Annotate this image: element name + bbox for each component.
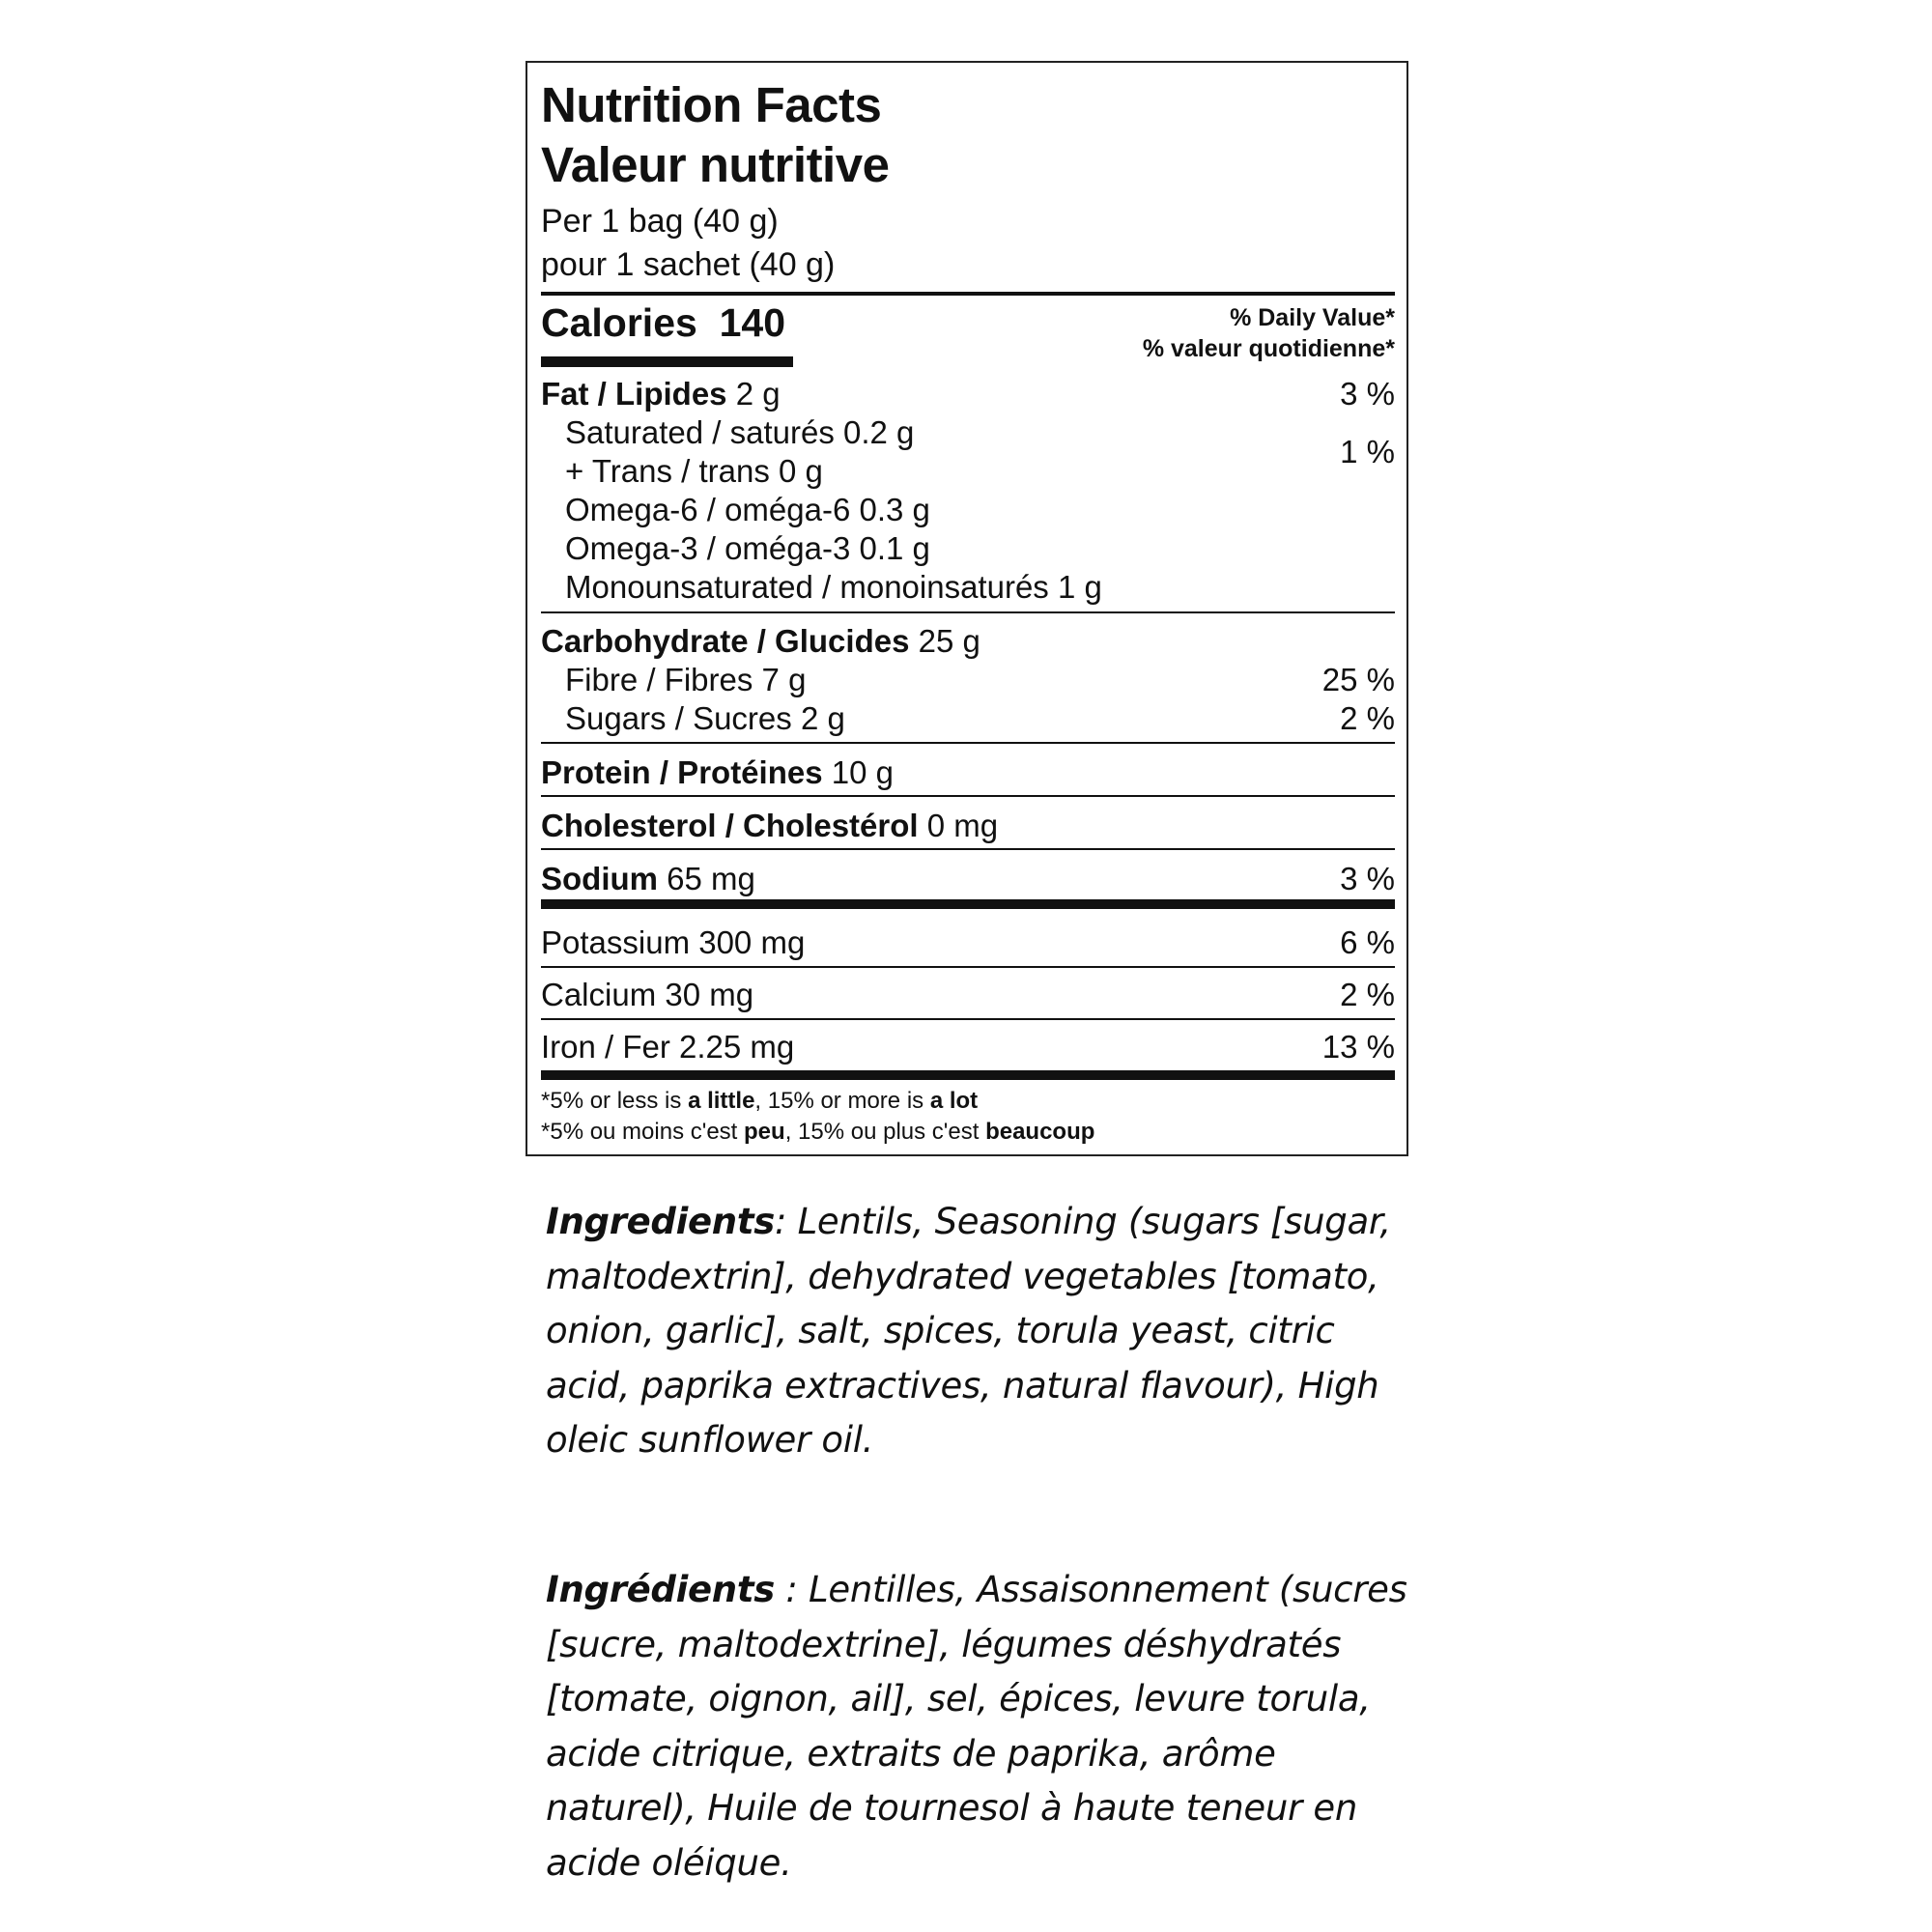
thick-divider <box>541 1070 1395 1080</box>
thick-divider <box>541 899 1395 909</box>
cholesterol-name: Cholesterol / Cholestérol <box>541 808 919 843</box>
fat-name: Fat / Lipides <box>541 376 727 412</box>
nutrition-facts-panel <box>526 61 1408 1156</box>
sodium-amount: 65 mg <box>667 861 755 896</box>
footnote-en-text: , 15% or more is <box>754 1088 930 1114</box>
sugars-pct: 2 % <box>1340 700 1395 736</box>
daily-value-heading <box>1143 302 1395 364</box>
sodium-name: Sodium <box>541 861 658 896</box>
trans-row: + Trans / trans 0 g <box>565 453 823 489</box>
fat-amount: 2 g <box>735 376 781 412</box>
sodium-pct: 3 % <box>1340 861 1395 896</box>
iron-pct: 13 % <box>1321 1029 1395 1065</box>
calories-underline <box>541 356 793 367</box>
ingredients-en-heading: Ingredients <box>546 1201 775 1242</box>
footnote-en-lot: a lot <box>929 1088 979 1114</box>
fibre-row: Fibre / Fibres 7 g <box>565 662 807 697</box>
carb-amount: 25 g <box>918 623 980 659</box>
cholesterol-row <box>541 810 1395 841</box>
protein-amount: 10 g <box>831 754 894 790</box>
carb-row <box>541 625 1395 657</box>
calories-label: Calories <box>541 300 697 345</box>
cholesterol-amount: 0 mg <box>926 808 999 843</box>
divider <box>541 966 1395 968</box>
potassium-pct: 6 % <box>1340 924 1395 960</box>
footnote-en-text: *5% or less is <box>541 1088 689 1114</box>
calcium-pct: 2 % <box>1340 977 1395 1012</box>
calcium-row: Calcium 30 mg <box>541 977 754 1012</box>
protein-row <box>541 756 1395 788</box>
sat-trans-pct: 1 % <box>1340 434 1395 469</box>
footnote-fr <box>541 1121 1094 1144</box>
daily-value-en: % Daily Value* <box>1230 304 1395 331</box>
divider <box>541 795 1395 797</box>
daily-value-fr: % valeur quotidienne* <box>1142 335 1395 362</box>
saturated-row: Saturated / saturés 0.2 g <box>565 414 915 450</box>
divider <box>541 292 1395 296</box>
iron-row: Iron / Fer 2.25 mg <box>541 1029 795 1065</box>
ingredients-fr-heading: Ingrédients <box>546 1569 775 1610</box>
serving-size-en: Per 1 bag (40 g) <box>541 203 779 240</box>
divider <box>541 848 1395 850</box>
ingredients-fr <box>546 1563 1415 1890</box>
footnote-fr-beaucoup: beaucoup <box>985 1119 1095 1145</box>
fat-pct: 3 % <box>1340 376 1395 412</box>
ingredients-fr-text: : Lentilles, Assaisonnement (sucres [sucre, maltodextrine], légumes déshydratés [tomate, oignon, ail], sel, épices, levure torula, acide citrique, extraits de paprika, arôme naturel), Huile de tournesol à haute teneur en acide oléique. <box>546 1569 1407 1884</box>
ingredients-en <box>546 1195 1415 1468</box>
potassium-row: Potassium 300 mg <box>541 924 806 960</box>
title-en: Nutrition Facts <box>541 77 882 132</box>
serving-size-fr: pour 1 sachet (40 g) <box>541 246 836 283</box>
divider <box>541 1018 1395 1020</box>
footnote-en <box>541 1090 978 1113</box>
sodium-row <box>541 863 1395 895</box>
calories-row <box>541 300 786 345</box>
protein-name: Protein / Protéines <box>541 754 823 790</box>
fibre-pct: 25 % <box>1321 662 1395 697</box>
divider <box>541 611 1395 613</box>
divider <box>541 742 1395 744</box>
sugars-row: Sugars / Sucres 2 g <box>565 700 845 736</box>
footnote-en-little: a little <box>688 1088 755 1114</box>
footnote-fr-text: *5% ou moins c'est <box>541 1119 745 1145</box>
fat-row <box>541 378 1395 410</box>
omega3-row: Omega-3 / oméga-3 0.1 g <box>565 530 930 566</box>
footnote-fr-peu: peu <box>744 1119 785 1145</box>
omega6-row: Omega-6 / oméga-6 0.3 g <box>565 492 930 527</box>
calories-value: 140 <box>719 300 786 345</box>
title-fr: Valeur nutritive <box>541 137 890 192</box>
carb-name: Carbohydrate / Glucides <box>541 623 910 659</box>
footnote-fr-text: , 15% ou plus c'est <box>784 1119 986 1145</box>
mono-row: Monounsaturated / monoinsaturés 1 g <box>565 569 1102 605</box>
ingredients-en-text: : Lentils, Seasoning (sugars [sugar, maltodextrin], dehydrated vegetables [tomato, onion, garlic], salt, spices, torula yeast, citric acid, paprika extractives, natural flavour), High oleic sunflower oil. <box>546 1201 1391 1461</box>
